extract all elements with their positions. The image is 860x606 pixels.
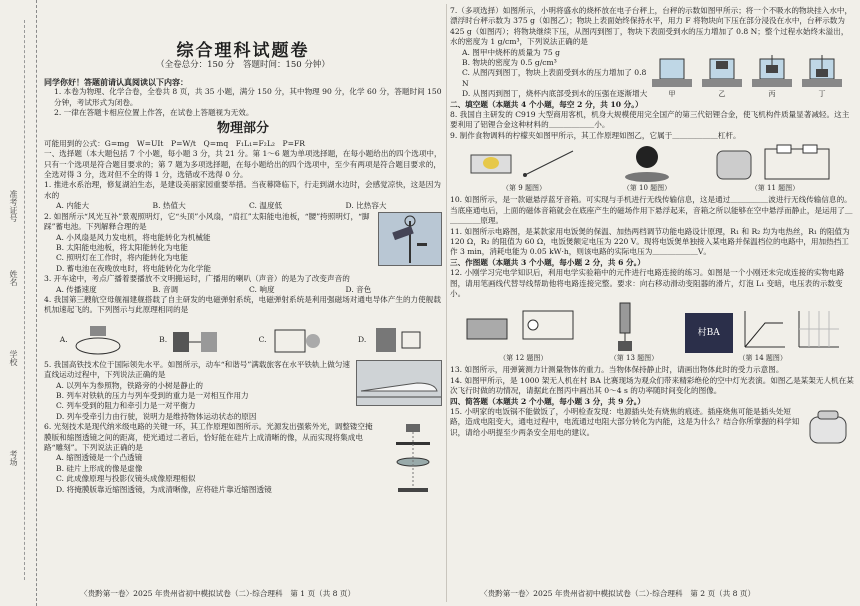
question-with-figure — [44, 360, 442, 422]
question: 3. 开车途中，考点广播着要播放不文明搬运时，广播用的喇叭（声音）的是为了改变声音的 — [44, 274, 350, 284]
q4-figures — [44, 318, 442, 358]
question-with-figure — [450, 6, 854, 48]
option: C. 温度低 — [249, 201, 283, 211]
generator-experiment-icon — [366, 322, 426, 358]
option: D. 蓄电池在夜晚放电时，将电能转化为化学能 — [56, 263, 211, 273]
figures-9-11 — [450, 143, 854, 193]
option: C. 从图丙到图丁，物块上表面受到水的压力增加了 0.8 N — [462, 68, 647, 88]
lemon-squeezer-icon — [469, 143, 579, 183]
power-time-grid-icon — [791, 307, 841, 353]
circuit-board-icon — [463, 301, 583, 353]
option: B. 音调 — [152, 284, 179, 294]
section-heading: 四、简答题（本题共 2 个小题，每小题 3 分，共 9 分。） — [450, 396, 645, 406]
seal-line — [24, 20, 33, 580]
question: 一、选择题（本大题包括 7 个小题，每小题 3 分，共 21 分。第 1～6 题为单项选择题，在每小题给出的四个选项中，只有一个选项是符合题目要求的；第 7 题为多项选择题，在每小题给出的四个选项中，至少有两项是符合题目要求的，全选对得 3 分，选对但不全的得 1 分，选错或不选得 0 分。 — [44, 149, 442, 180]
magnet-experiment-icon — [68, 322, 128, 358]
options — [44, 285, 442, 295]
question: 2. 如图所示“风光互补”景观照明灯，它“头顶”小风扇，“肩扛”太阳能电池板，“腰”挎照明灯，“脚踩”蓄电池。下列解释合理的是 — [44, 211, 370, 232]
option: B. 硅片上形成的像是虚像 — [56, 463, 143, 473]
figure-label: 丙 — [768, 90, 776, 99]
question: 14. 如图甲所示，是 1000 架无人机在村 BA 比赛现场为观众们带来精彩绝伦的空中灯光表演。如图乙是某架无人机在某次飞行时做的功情况，请据此在图丙中画出其 0～4 s 的功率随时间变化的图像。 — [450, 375, 854, 396]
question-with-figure — [450, 407, 854, 447]
option: B. 物块的密度为 0.5 g/cm³ — [462, 58, 557, 68]
question: 8. 我国自主研发的 C919 大型商用客机，机身大规模使用完全国产的第三代铝锂合金，使飞机构件质量显著减轻。这主要利用了铝锂合金这种材料的＿＿＿＿＿＿小。 — [450, 110, 850, 130]
option: C. 照明灯在工作时，将内能转化为电能 — [56, 253, 188, 263]
figure-caption: （第 14 题图） — [738, 353, 787, 362]
question-with-figure — [44, 212, 442, 274]
train-icon — [357, 361, 441, 405]
option: C. 响度 — [249, 284, 275, 294]
figure-9 — [469, 143, 579, 193]
question-with-figure — [44, 422, 442, 502]
gutter-label: 姓名 — [9, 270, 18, 286]
option: D. 将掩膜版靠近缩图透镜，为成清晰像，应将硅片靠近缩图透镜 — [56, 484, 272, 494]
question: 1. 推进水系治理，修复湖泊生态，是建设美丽家园重要举措。当夜幕降临下，行走到湖水边时，会感觉凉快，这是因为水的 — [44, 180, 441, 200]
page-divider — [446, 4, 447, 602]
notice-heading: 同学你好！答题前请认真阅读以下内容： — [44, 76, 188, 87]
scale-beaker-icon — [650, 55, 694, 89]
spring-scale-icon — [610, 301, 640, 353]
option: B. 热值大 — [152, 201, 186, 211]
option: D. 从图丙到图丁，烧杯内底部受到水的压强在逐渐增大 — [462, 89, 648, 99]
question: 6. 光刻技术是现代纳米级电路的关键一环，其工作原理如图所示。光源发出强紫外光，调整镂空掩膜版和缩图透镜之间的距离，使光通过二者后，恰好能在硅片上成清晰的像，从而实现将集成电路“雕刻”。下列说法正确的是 — [44, 422, 373, 452]
option: C. 列车受到的阻力和牵引力是一对平衡力 — [56, 401, 196, 411]
electromagnet-icon — [267, 322, 327, 358]
figure-label: 甲 — [668, 90, 676, 99]
formula-line: 可能用到的公式：G=mg W=UIt P=W/t Q=mq F₁L₁=F₂L₂ P=FR — [44, 138, 305, 148]
levitating-speaker-icon — [617, 143, 677, 183]
option: A. 缩图透镜是一个凸透镜 — [56, 453, 143, 463]
figure-14 — [685, 307, 841, 363]
figure-caption: （第 10 题图） — [622, 183, 672, 192]
figure-caption: （第 13 题图） — [609, 353, 659, 362]
question: 7.（多项选择）如图所示，小明将盛水的烧杯放在电子台秤上，台秤的示数如图甲所示；将一个不吸水的物块挂入水中，漂浮时台秤示数为 375 g（如图乙）；物块上表面始终保持水平，用力 F 将物块向下压在部分浸没在水中，台秤示数为 425 g（如图丙）；将物块继续下压，从图丙到图丁，物块下表面受到水的压力增加了 0.8 N；整个过程水始终未溢出，水的密度为 1 g/cm³，下列说法正确的是 — [450, 6, 853, 47]
page-footer: 〈贵黔第一卷〉2025 年贵州省初中模拟试卷（二）·综合理科 第 1 页（共 8 页） — [80, 589, 356, 598]
question: 4. 我国第三艘航空母舰福建舰搭载了自主研发的电磁弹射系统，电磁弹射系统是利用强磁场对通电导体产生的力使舰载机加速起飞的。下列图示与此原理相同的是 — [44, 294, 441, 315]
option: A. 图甲中烧杯的质量为 75 g — [462, 47, 561, 57]
scale-beaker-icon — [800, 55, 844, 89]
page-1 — [44, 6, 442, 502]
figure-label: 乙 — [718, 90, 726, 99]
section-title: 物理部分 — [216, 121, 269, 137]
option: B. — [159, 334, 168, 344]
section-heading: 二、填空题（本题共 4 个小题，每空 2 分，共 10 分。） — [450, 99, 643, 109]
option: A. 以列车为参照物，铁路旁的小树是静止的 — [56, 380, 203, 390]
options — [44, 201, 442, 211]
notice-item: 2. 一律在答题卡相应位置上作答，在试卷上答题视为无效。 — [54, 108, 254, 118]
paper-meta: （全卷总分：150 分 答题时间：150 分钟） — [156, 60, 330, 71]
question: 9. 制作食物调料的柠檬夹如图甲所示，其工作原理如图乙，它属于＿＿＿＿＿＿杠杆。 — [450, 130, 741, 140]
street-lamp-figure — [378, 212, 442, 266]
question: 15. 小明家的电饭锅不能做饭了，小明检查发现：电源插头处有烧焦的痕迹。插座烧焦可能是插头处短路，造成电阻变大，通电过程中，电流通过电阻大部分转化为内能，这是为什么？结合你所掌握的科学知识，请给小明提至少两条安全用电的建议。 — [450, 406, 800, 437]
page-2 — [450, 6, 854, 447]
option: B. 太阳能电池板，将太阳能转化为电能 — [56, 242, 188, 252]
question: 11. 如图所示电路图，是某款家用电饭煲的保温、加热两档调节功能电路设计原理，R₁ 和 R₂ 均为电热丝，R₁ 的阻值为 120 Ω，R₂ 的阻值为 60 Ω，电饭煲额定电压为 220 V。现将电饭煲单独接入某电路并保温档位的电路中，用加热挡工作 3 min，消耗电能为 0.05 kW·h，则该电路的实际电压为＿＿＿＿＿＿V。 — [450, 226, 850, 257]
gutter-label: 考场 — [9, 450, 18, 466]
section-heading: 三、作图题（本题共 3 个小题，每小题 2 分，共 6 分。） — [450, 257, 645, 267]
question: 13. 如图所示，用弹簧测力计测量物体的重力。当物体保持静止时，请画出物体此时的受力示意图。 — [450, 365, 784, 375]
rice-cooker-circuit-icon — [715, 143, 835, 183]
paper-title: 综合理科试题卷 — [176, 41, 310, 61]
question: 12. 小刚学习完电学知识后，利用电学实验箱中的元件进行电路连接的练习。如图是一个小刚还未完成连接的实物电路图，请用笔画线代替导线帮助他将电路连接完整。要求：向右移动滑动变阻器的滑片，灯泡 L₁ 变暗，电压表的示数变小。 — [450, 268, 845, 298]
figure-10 — [617, 143, 677, 193]
option: A. 内能大 — [56, 201, 90, 211]
notice-item: 1. 本卷为物理、化学合卷，全卷共 8 页，共 35 小题，满分 150 分，其中物理 90 分，化学 60 分，答题时间 150 分钟，考试形式为闭卷。 — [54, 87, 442, 107]
figure-caption: （第 9 题图） — [502, 183, 546, 192]
q7-figures — [650, 48, 844, 100]
lithography-figure — [382, 422, 442, 502]
scale-beaker-icon — [700, 55, 744, 89]
question: 10. 如图所示，是一款磁悬浮蓝牙音箱。可实现与手机进行无线传输信息，这是通过＿＿＿＿＿波进行无线传输信息的。当底座通电后，上面的磁体音箱就会在底座产生的磁场作用下悬浮起来，音箱之所以能够在空中悬浮而静止，是运用了＿＿＿＿＿原理。 — [450, 195, 853, 226]
figure-13 — [610, 301, 658, 363]
binding-gutter — [0, 0, 37, 606]
figure-12 — [463, 301, 583, 363]
work-time-graph-icon — [737, 307, 787, 353]
option: C. 此成像原理与投影仪镜头成像原理相似 — [56, 474, 196, 484]
drone-show-photo: 村BA — [685, 313, 733, 353]
option: D. 列车受牵引力由行驶，说明力是维持物体运动状态的原因 — [56, 411, 257, 421]
option: A. — [59, 334, 68, 344]
question: 5. 我国高铁技术位于国际领先水平。如图所示，动车“和谐号”满载旅客在水平铁轨上做匀速直线运动过程中，下列说法正确的是 — [44, 359, 350, 380]
high-speed-train-figure — [356, 360, 442, 406]
option: C. — [258, 334, 267, 344]
gutter-label: 学校 — [9, 350, 18, 366]
gutter-label: 准考证号 — [9, 190, 18, 222]
option: D. — [358, 334, 367, 344]
figure-label: 丁 — [818, 90, 826, 99]
page-footer: 〈贵黔第一卷〉2025 年贵州省初中模拟试卷（二）·综合理科 第 2 页（共 8 页） — [480, 589, 756, 598]
figure-caption: （第 12 题图） — [499, 353, 548, 362]
option: D. 音色 — [345, 284, 372, 294]
rice-cooker-icon — [804, 407, 854, 447]
option: D. 比热容大 — [345, 201, 387, 211]
figure-caption: （第 11 题图） — [750, 183, 800, 192]
option: A. 小风扇是风力发电机，将电能转化为机械能 — [56, 232, 211, 242]
street-lamp-icon — [379, 213, 441, 265]
option: B. 列车对铁轨的压力与列车受到的重力是一对相互作用力 — [56, 390, 249, 400]
figures-12-14 — [450, 301, 854, 363]
figure-11 — [715, 143, 835, 193]
lithography-diagram-icon — [382, 422, 442, 502]
motor-experiment-icon — [167, 322, 227, 358]
question-options-with-figure — [450, 48, 854, 100]
scale-beaker-icon — [750, 55, 794, 89]
option: A. 传播速度 — [56, 284, 97, 294]
